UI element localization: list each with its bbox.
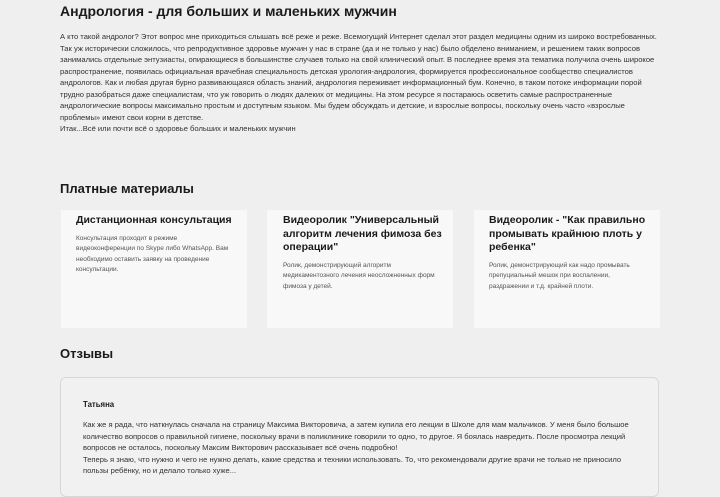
review-paragraph: Теперь я знаю, что нужно и чего не нужно делать, какие средства и техники использовать. То, что рекомендовали другие врачи не только не приносило пользы ребёнку, но и делало только хуже... — [83, 454, 622, 475]
card-title[interactable]: Видеоролик "Универсальный алгоритм лечения фимоза без операции" — [283, 214, 442, 253]
card-description: Ролик, демонстрирующий алгоритм медикаментозного лечения неосложненных форм фимоза у детей. — [283, 261, 435, 290]
paid-materials-heading: Платные материалы — [60, 181, 194, 196]
card-title[interactable]: Видеоролик - "Как правильно промывать крайнюю плоть у ребенка" — [489, 214, 646, 253]
card-description: Ролик, демонстрирующий как надо промывать препуциальный мешок при воспалении, раздражении и т.д. крайней плоти. — [489, 261, 630, 290]
review-card — [60, 377, 659, 497]
product-card-washing-video[interactable] — [474, 210, 660, 328]
intro-paragraph: А кто такой андролог? Этот вопрос мне приходиться слышать всё реже и реже. Всемогущий Интернет сделал этот раздел медицины одним из широко востребованных. Так уж исторически сложилось, что репродуктивное здоровье мужчин у нас в стране (да и не только у нас) было обделено вниманием, и решением таких вопросов занимались отдельные энтузиасты, опирающиеся в большинстве случаев только на свой клинический опыт. В последнее время эта тематика получила очень широкое распространение, появилась официальная врачебная специальность детская урология-андрология, формируется профессиональное сообщество специалистов андрологов. Как и любая другая бурно развивающаяся область знаний, андрология переживает информационный бум. Конечно, в таком потоке информации порой трудно разобраться даже специалистам, что уж говорить о людях далеких от медицины. На этом ресурсе я постараюсь осветить самые распространенные андрологические вопросы максимально простым и доступным языком. Мы будем обсуждать и детские, и взрослые вопросы, поскольку очень часто «взрослые проблемы» имеют свои корни в детстве. — [60, 32, 657, 122]
card-title[interactable]: Дистанционная консультация — [76, 214, 232, 226]
reviews-heading: Отзывы — [60, 346, 114, 361]
page-title: Андрология - для больших и маленьких мужчин — [60, 3, 397, 19]
product-card-phimosis-video[interactable] — [267, 210, 453, 328]
intro-text — [60, 31, 665, 135]
review-author: Татьяна — [83, 400, 115, 409]
card-description: Консультация проходит в режиме видеоконференции по Skype либо WhatsApp. Вам необходимо оставить заявку на проведение консультации. — [76, 234, 229, 273]
review-text — [83, 419, 643, 477]
intro-paragraph: Итак...Всё или почти всё о здоровье больших и маленьких мужчин — [60, 124, 296, 133]
review-paragraph: Как же я рада, что наткнулась сначала на страницу Максима Викторовича, а затем купила его лекции в Школе для мам мальчиков. У меня было большое количество вопросов о правильной гигиене, поскольку врачи в поликлинике говорили то одно, то другое. Я боялась навредить. После просмотра лекций вопросов не осталось, поскольку Максим Викторович рассказывает всё очень подробно! — [83, 420, 629, 452]
product-card-consultation[interactable] — [61, 210, 247, 328]
